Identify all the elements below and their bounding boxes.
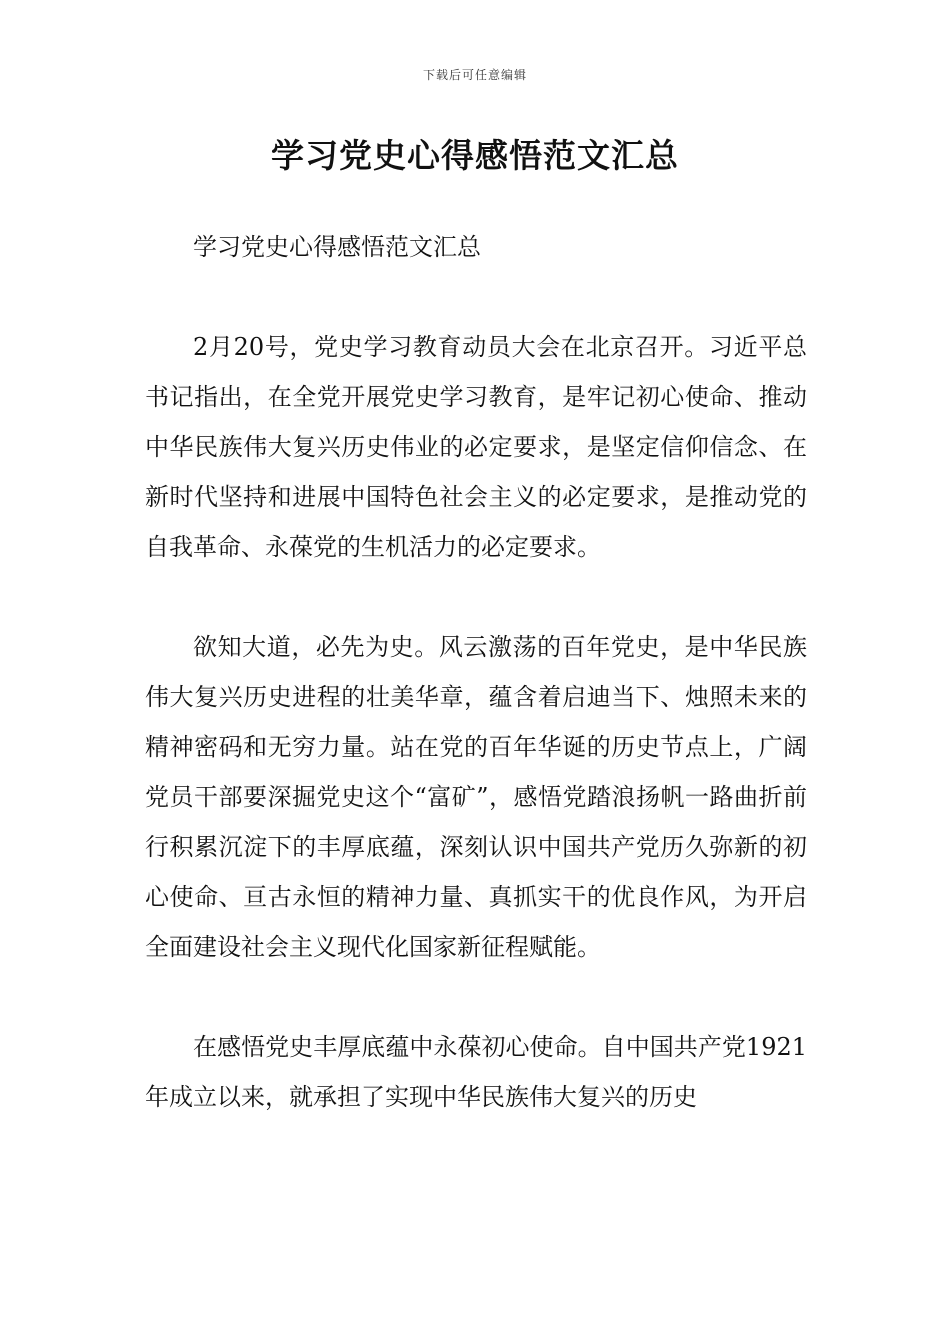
paragraph-1: 2月20号，党史学习教育动员大会在北京召开。习近平总书记指出，在全党开展党史学习教育，是牢记初心使命、推动中华民族伟大复兴历史伟业的必定要求，是坚定信仰信念、在新时代坚持和进展中国特色社会主义的必定要求，是推动党的自我革命、永葆党的生机活力的必定要求。 <box>145 333 807 561</box>
paragraph-2: 欲知大道，必先为史。风云激荡的百年党史，是中华民族伟大复兴历史进程的壮美华章，蕴含着启迪当下、烛照未来的精神密码和无穷力量。站在党的百年华诞的历史节点上，广阔党员干部要深掘党史这个“富矿”，感悟党踏浪扬帆一路曲折前行积累沉淀下的丰厚底蕴，深刻认识中国共产党历久弥新的初心使命、亘古永恒的精神力量、真抓实干的优良作风，为开启全面建设社会主义现代化国家新征程赋能。 <box>145 633 807 961</box>
document-body <box>145 222 807 1172</box>
header-note: 下载后可任意编辑 <box>422 68 527 82</box>
document-subtitle: 学习党史心得感悟范文汇总 <box>193 233 481 261</box>
document-title: 学习党史心得感悟范文汇总 <box>271 136 679 175</box>
paragraph-3: 在感悟党史丰厚底蕴中永葆初心使命。自中国共产党1921年成立以来，就承担了实现中华民族伟大复兴的历史 <box>145 1033 807 1111</box>
